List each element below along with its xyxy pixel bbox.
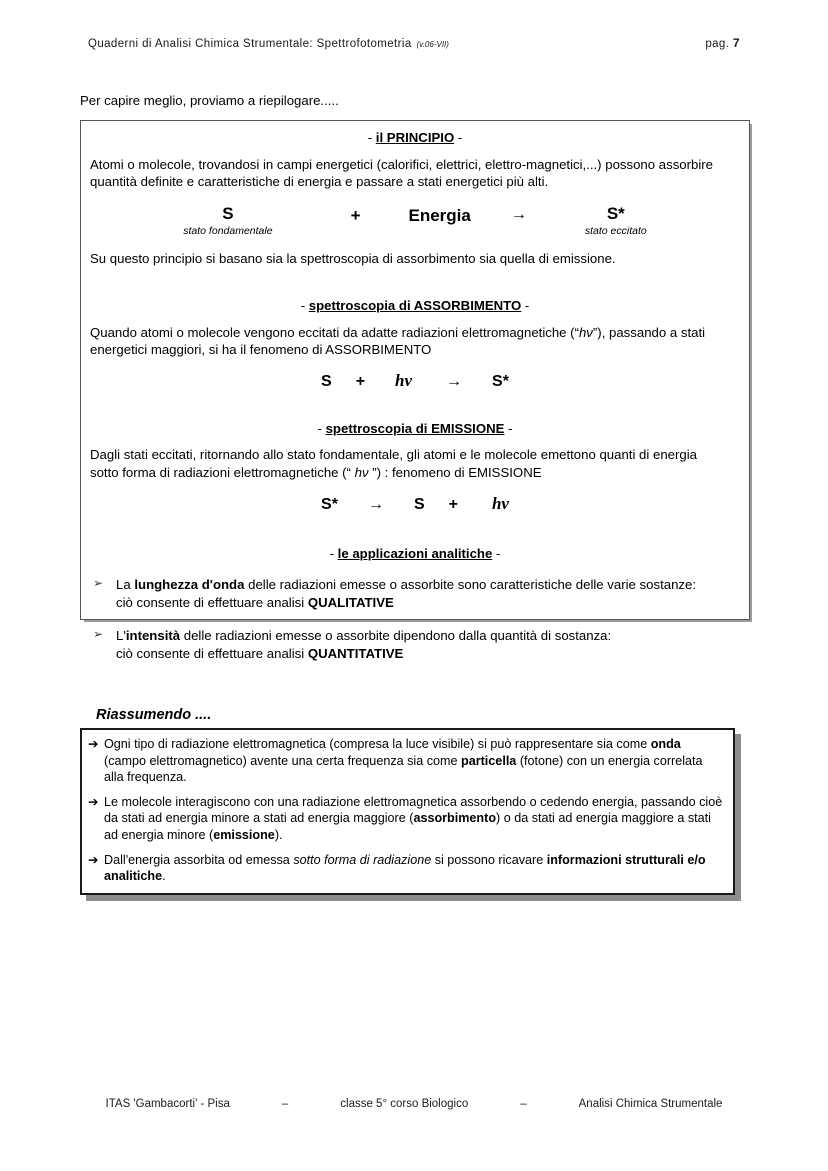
footer-school: ITAS 'Gambacorti' - Pisa [105,1098,230,1110]
applications-list [90,576,740,662]
equation-arrow-icon: → [510,205,527,223]
absorption-eq-hv: hν [395,370,413,390]
application-1-line-2 [116,594,740,612]
list-item [88,852,723,885]
page-header [88,36,740,50]
absorption-title-text: spettroscopia di ASSORBIMENTO [308,297,522,313]
absorption-text-line-2: energetici maggiori, si ha il fenomeno di ASSORBIMENTO [90,342,432,358]
absorption-paragraph [90,324,740,359]
emission-eq-arrow-icon: → [367,495,384,513]
emission-eq-term-2: S [413,495,425,513]
arrowhead-bullet-icon: ➢ [93,576,104,591]
absorption-eq-arrow-icon: → [446,372,463,390]
emission-title-dash-left: - [317,420,326,436]
footer-course: classe 5° corso Biologico [340,1098,469,1110]
principle-title-dash-right: - [454,130,463,145]
application-2-text-b: delle radiazioni emesse o assorbite dipendono dalla quantità di sostanza: [180,628,612,644]
emission-paragraph [90,446,740,481]
list-item [88,794,723,844]
applications-title-dash-right: - [492,545,501,561]
application-2-line-2-bold: QUANTITATIVE [307,645,404,661]
emission-title-dash-right: - [504,420,513,436]
absorption-eq-plus: + [355,372,366,390]
summary-item-2-text: Le molecole interagiscono con una radiazione elettromagnetica assorbendo o cedendo energia, passando cioè da stati ad energia minore a stati ad energia maggiore (assorbimento) o da stati ad energia maggiore a stati ad energia minore (emissione). [104,794,723,843]
emission-title-text: spettroscopia di EMISSIONE [325,420,505,436]
applications-title [90,545,740,563]
intro-line: Per capire meglio, proviamo a riepilogare..... [80,93,339,108]
equation-plus-operator: + [350,205,361,225]
principle-title-text: il PRINCIPIO [375,130,455,145]
list-item [90,627,740,662]
arrow-bullet-icon: ➔ [88,737,99,751]
application-2-line-2 [116,645,740,663]
footer-separator-1: – [281,1098,289,1110]
equation-right-symbol: S* [606,203,625,223]
equation-term-s-star [585,205,647,237]
absorption-title [90,297,740,315]
principle-paragraph-1-line-2: quantità definite e caratteristiche di energia e passare a stati energetici più alti. [90,174,549,190]
applications-title-text: le applicazioni analitiche [337,545,493,561]
emission-hv-symbol: hν [354,464,369,480]
page-number: 7 [732,36,740,50]
header-page-number [705,36,740,50]
principle-paragraph-1 [90,156,740,191]
absorption-equation [90,371,740,391]
equation-right-caption: stato eccitato [584,224,647,237]
emission-text-a: sotto forma di radiazioni elettromagnetiche (“ [90,464,355,480]
footer-separator-2: – [520,1098,527,1110]
principle-box [80,120,750,661]
summary-item-3-text: Dall'energia assorbita od emessa sotto forma di radiazione si possono ricavare informazioni strutturali e/o analitiche. [104,852,706,884]
emission-title [90,420,740,438]
emission-text-line-1: Dagli stati eccitati, ritornando allo stato fondamentale, gli atomi e le molecole emettono quanti di energia [90,447,697,463]
application-2-line-2-text: ciò consente di effettuare analisi [116,645,308,661]
summary-heading: Riassumendo .... [96,707,212,723]
absorption-text-a: Quando atomi o molecole vengono eccitati da adatte radiazioni elettromagnetiche (“ [90,324,579,340]
footer-subject: Analisi Chimica Strumentale [578,1098,723,1110]
principle-box-content [81,121,749,663]
header-title: Quaderni di Analisi Chimica Strumentale: Spettrofotometria [88,38,412,50]
list-item-text [116,576,740,611]
absorption-title-dash-right: - [521,297,530,313]
list-item [88,736,723,786]
principle-equation [90,205,740,237]
application-1-line-2-bold: QUALITATIVE [307,594,394,610]
arrowhead-bullet-icon: ➢ [93,627,104,642]
list-item-text [116,627,740,662]
emission-eq-hv: hν [491,493,509,513]
absorption-title-dash-left: - [300,297,309,313]
arrow-bullet-icon: ➔ [88,794,99,809]
emission-text-b: ”) : fenomeno di EMISSIONE [368,464,542,480]
equation-left-symbol: S [222,203,234,223]
summary-item-1-text: Ogni tipo di radiazione elettromagnetica (compresa la luce visibile) si può rappresentare sia come onda (campo elettromagnetico) avente una certa frequenza sia come particella (fotone) con un energia correlata alla frequenza. [104,737,703,785]
header-version: (v.06-VII) [416,40,449,49]
application-1-bold: lunghezza d'onda [134,577,245,593]
equation-left-caption: stato fondamentale [183,224,273,237]
absorption-eq-term-1: S [321,372,332,390]
principle-paragraph-1-line-1: Atomi o molecole, trovandosi in campi energetici (calorifici, elettrici, elettro-magnetici,...) possono assorbire [90,156,713,172]
list-item [90,576,740,611]
emission-eq-plus: + [448,495,458,513]
application-1-line-2-text: ciò consente di effettuare analisi [116,594,308,610]
summary-box [80,728,735,895]
absorption-eq-term-3: S* [492,372,509,390]
principle-paragraph-2: Su questo principio si basano sia la spettroscopia di assorbimento sia quella di emissione. [90,251,616,267]
application-2-bold: intensità [125,628,181,644]
principle-title [90,129,740,147]
application-1-text-a: La [116,577,135,593]
applications-title-dash-left: - [329,545,338,561]
application-2-text-a: L' [116,628,126,644]
equation-term-s [183,205,272,237]
emission-eq-term-1: S* [321,495,338,513]
page-label: pag. [705,38,730,50]
principle-title-dash-left: - [367,130,376,145]
absorption-text-b: ”), passando a stati [592,324,706,340]
page-footer [0,1098,828,1110]
equation-energia-term: Energia [408,205,471,225]
emission-equation [90,494,740,514]
arrow-bullet-icon: ➔ [88,852,99,867]
header-title-group [88,38,449,50]
absorption-hv-symbol: hν [578,324,593,340]
application-1-text-b: delle radiazioni emesse o assorbite sono caratteristiche delle varie sostanze: [244,577,696,593]
